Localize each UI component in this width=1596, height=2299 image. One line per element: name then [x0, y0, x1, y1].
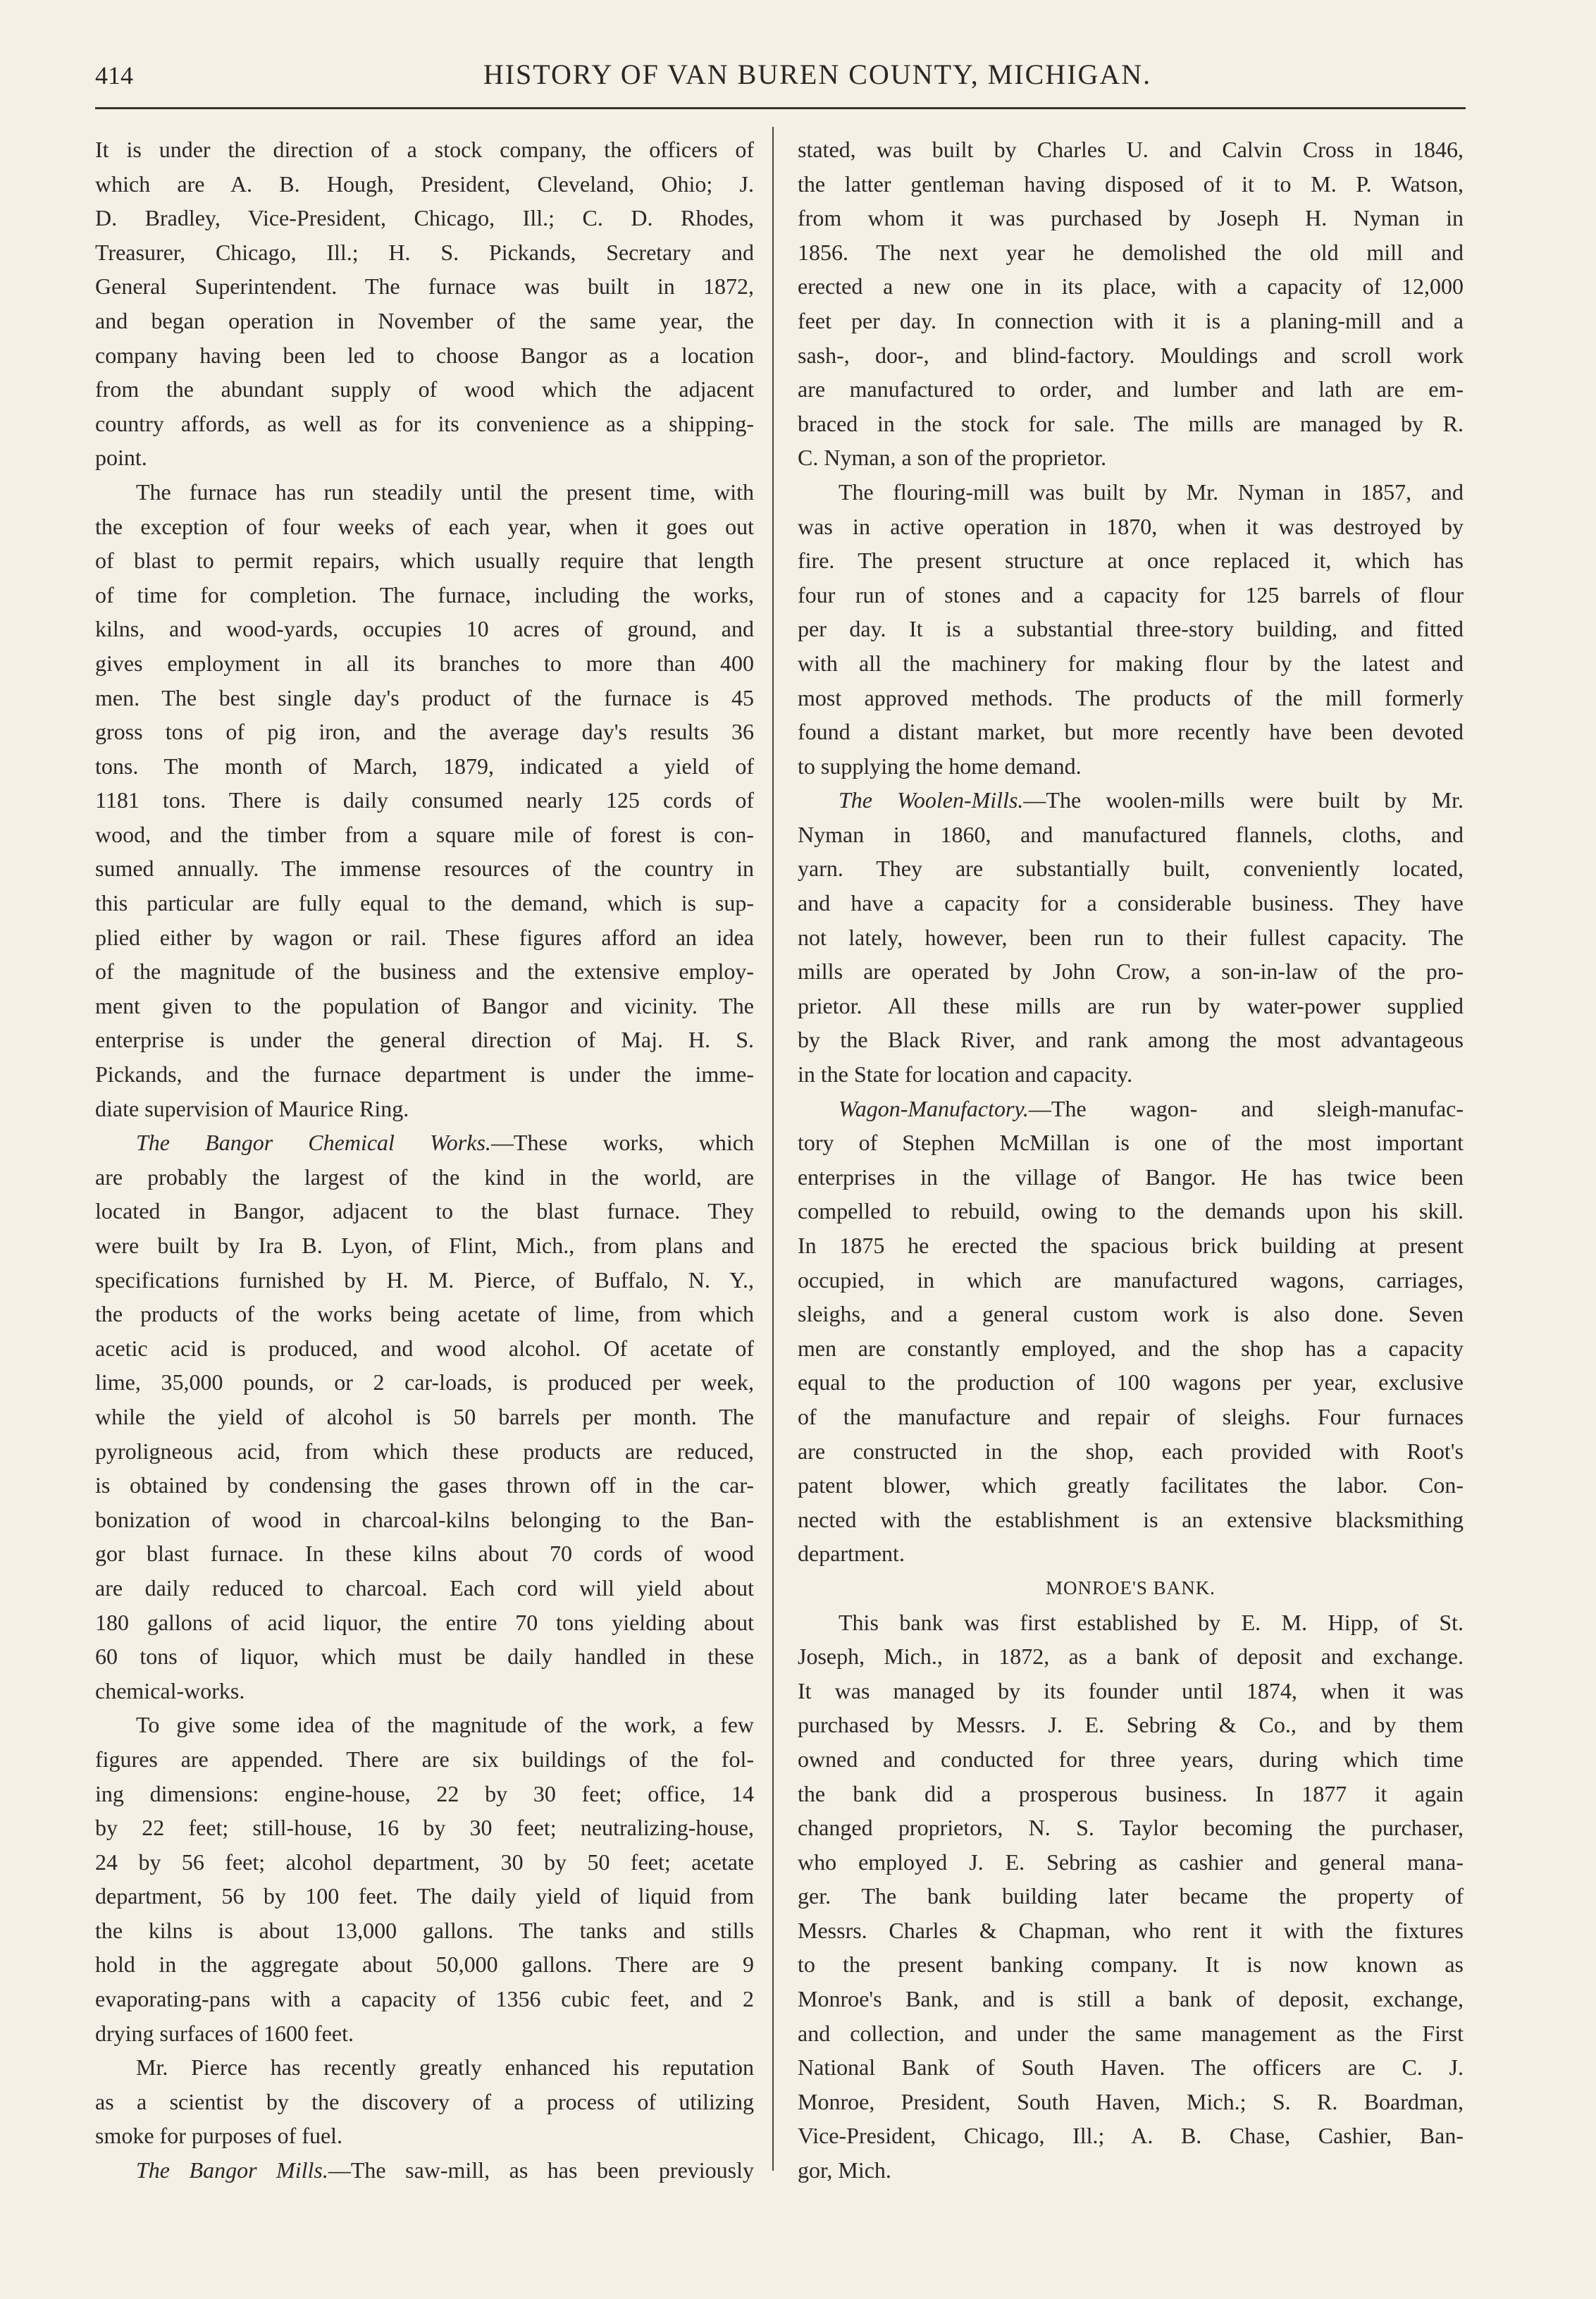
text-line [798, 1160, 1464, 1195]
text-line [95, 1503, 754, 1537]
paragraph [95, 1708, 754, 2050]
text-line [95, 1947, 754, 1982]
line-text: Monroe, President, South Haven, Mich.; S. R. Boardman, [798, 2088, 1464, 2114]
line-text: as a scientist by the discovery of a process of utilizing [95, 2088, 754, 2114]
text-line [798, 1536, 1464, 1571]
text-line [798, 1194, 1464, 1228]
text-line [95, 818, 754, 852]
text-line [798, 1947, 1464, 1982]
text-line [798, 1982, 1464, 2016]
line-text: —The woolen-mills were built by Mr. [1023, 787, 1464, 813]
line-text: is obtained by condensing the gases thrown off in the car- [95, 1472, 754, 1498]
text-line [798, 2050, 1464, 2085]
line-text: occupied, in which are manufactured wagons, carriages, [798, 1266, 1464, 1293]
text-line [95, 235, 754, 270]
text-line [95, 201, 754, 235]
line-text: are daily reduced to charcoal. Each cord will yield about [95, 1574, 754, 1601]
line-text: four run of stones and a capacity for 125 barrels of flour [798, 581, 1464, 608]
text-line [798, 920, 1464, 955]
text-line [798, 1228, 1464, 1263]
text-line [798, 1023, 1464, 1057]
text-line [95, 167, 754, 202]
line-text: Mr. Pierce has recently greatly enhanced his reputation [136, 2054, 754, 2081]
line-text: 1181 tons. There is daily consumed nearly 125 cords of [95, 787, 754, 813]
text-line [95, 1126, 754, 1160]
line-text: 1856. The next year he demolished the old mill and [798, 239, 1464, 265]
text-line [95, 1571, 754, 1605]
section-heading [798, 1571, 1464, 1605]
text-line [95, 1674, 754, 1708]
text-line [95, 1982, 754, 2016]
text-line [95, 2016, 754, 2051]
paragraph [798, 1605, 1464, 2188]
line-text: purchased by Messrs. J. E. Sebring & Co., and by them [798, 1712, 1464, 1738]
line-text: wood, and the timber from a square mile of forest is con- [95, 821, 754, 847]
column-divider [772, 127, 774, 2171]
line-text: stated, was built by Charles U. and Calvin Cross in 1846, [798, 137, 1464, 162]
text-line [95, 2153, 754, 2188]
line-text: 24 by 56 feet; alcohol department, 30 by 50 feet; acetate [95, 1849, 754, 1875]
text-line [95, 372, 754, 407]
line-text: prietor. All these mills are run by water-power supplied [798, 992, 1464, 1018]
text-line [798, 989, 1464, 1023]
text-line [798, 1057, 1464, 1092]
line-text: company having been led to choose Bangor as a location [95, 342, 754, 368]
line-text: yarn. They are substantially built, conveniently located, [798, 856, 1464, 882]
text-line [95, 612, 754, 646]
line-text: mills are operated by John Crow, a son-in-law of the pro- [798, 959, 1464, 985]
text-line [95, 1845, 754, 1880]
line-text: In 1875 he erected the spacious brick building at present [798, 1233, 1464, 1258]
text-line [95, 407, 754, 441]
line-text: tons. The month of March, 1879, indicated a yield of [95, 753, 754, 779]
text-line [798, 1845, 1464, 1880]
line-text: and collection, and under the same management as the First [798, 2020, 1464, 2046]
text-line [95, 1468, 754, 1503]
line-text: The furnace has run steadily until the present time, with [136, 479, 754, 505]
text-line [798, 510, 1464, 544]
line-text: equal to the production of 100 wagons per year, exclusive [798, 1369, 1464, 1395]
text-line [798, 1365, 1464, 1400]
paragraph [95, 475, 754, 1126]
line-text: and began operation in November of the same year, the [95, 307, 754, 333]
line-text: located in Bangor, adjacent to the blast furnace. They [95, 1198, 754, 1224]
line-text: kilns, and wood-yards, occupies 10 acres of ground, and [95, 616, 754, 642]
italic-lead: The Woolen-Mills. [839, 787, 1024, 813]
line-text: gor blast furnace. In these kilns about 70 cords of wood [95, 1541, 754, 1567]
line-text: It was managed by its founder until 1874, when it was [798, 1677, 1464, 1703]
line-text: by the Black River, and rank among the most advantageous [798, 1027, 1464, 1053]
line-text: National Bank of South Haven. The officers are C. J. [798, 2054, 1464, 2081]
line-text: evaporating-pans with a capacity of 1356 cubic feet, and 2 [95, 1986, 754, 2012]
paragraph [798, 475, 1464, 783]
line-text: lime, 35,000 pounds, or 2 car-loads, is produced per week, [95, 1369, 754, 1395]
line-text: C. Nyman, a son of the proprietor. [798, 445, 1107, 471]
text-line [798, 201, 1464, 235]
text-line [798, 1503, 1464, 1537]
text-line [95, 510, 754, 544]
text-line [95, 1331, 754, 1366]
page-number: 414 [95, 61, 133, 90]
text-line [95, 578, 754, 612]
line-text: are probably the largest of the kind in the world, are [95, 1164, 754, 1190]
line-text: chemical-works. [95, 1677, 245, 1703]
italic-lead: The Bangor Chemical Works. [136, 1130, 491, 1156]
text-line [95, 681, 754, 715]
text-line [798, 407, 1464, 441]
line-text: tory of Stephen McMillan is one of the most important [798, 1130, 1464, 1156]
text-line [95, 440, 754, 475]
text-line [798, 2119, 1464, 2153]
line-text: from whom it was purchased by Joseph H. Nyman in [798, 205, 1464, 231]
text-line [798, 646, 1464, 681]
text-line [798, 372, 1464, 407]
text-line [798, 818, 1464, 852]
text-line [798, 783, 1464, 818]
line-text: 60 tons of liquor, which must be daily handled in these [95, 1644, 754, 1670]
line-text: of the manufacture and repair of sleighs. Four furnaces [798, 1403, 1464, 1429]
text-line [798, 1297, 1464, 1331]
text-line [798, 749, 1464, 784]
line-text: ger. The bank building later became the property of [798, 1883, 1464, 1909]
line-text: country affords, as well as for its convenience as a shipping- [95, 410, 754, 436]
line-text: by 22 feet; still-house, 16 by 30 feet; neutralizing-house, [95, 1815, 754, 1841]
text-line [95, 1263, 754, 1298]
line-text: are constructed in the shop, each provided with Root's [798, 1438, 1464, 1464]
text-line [95, 1160, 754, 1195]
line-text: sumed annually. The immense resources of the country in [95, 856, 754, 882]
text-line [95, 1742, 754, 1777]
paragraph [95, 132, 754, 475]
line-text: not lately, however, been run to their fullest capacity. The [798, 924, 1464, 950]
paragraph [798, 1092, 1464, 1571]
line-text: This bank was first established by E. M. Hipp, of St. [839, 1609, 1464, 1635]
text-line [95, 783, 754, 818]
text-line [798, 612, 1464, 646]
line-text: and have a capacity for a considerable business. They have [798, 890, 1464, 916]
line-text: compelled to rebuild, owing to the demands upon his skill. [798, 1198, 1464, 1224]
line-text: D. Bradley, Vice-President, Chicago, Ill.; C. D. Rhodes, [95, 205, 754, 231]
text-line [95, 1811, 754, 1845]
line-text: enterprise is under the general direction of Maj. H. S. [95, 1027, 754, 1053]
text-line [95, 543, 754, 578]
line-text: most approved methods. The products of the mill formerly [798, 684, 1464, 710]
text-line [95, 269, 754, 304]
text-line [798, 1879, 1464, 1913]
line-text: the kilns is about 13,000 gallons. The tanks and stills [95, 1917, 754, 1943]
text-line [798, 1468, 1464, 1503]
line-text: To give some idea of the magnitude of the work, a few [136, 1712, 754, 1738]
text-line [95, 1434, 754, 1469]
line-text: General Superintendent. The furnace was built in 1872, [95, 273, 754, 300]
text-line [95, 1879, 754, 1913]
text-line [798, 2085, 1464, 2119]
text-line [798, 1126, 1464, 1160]
text-line [798, 1674, 1464, 1708]
line-text: figures are appended. There are six buildings of the fol- [95, 1746, 754, 1772]
text-line [95, 1228, 754, 1263]
text-line [798, 132, 1464, 167]
line-text: the bank did a prosperous business. In 1877 it again [798, 1780, 1464, 1806]
paragraph [798, 783, 1464, 1091]
line-text: gives employment in all its branches to more than 400 [95, 650, 754, 676]
italic-lead: The Bangor Mills. [136, 2157, 328, 2183]
line-text: MONROE'S BANK. [1046, 1577, 1215, 1598]
line-text: Vice-President, Chicago, Ill.; A. B. Chase, Cashier, Ban- [798, 2123, 1464, 2149]
running-header: HISTORY OF VAN BUREN COUNTY, MICHIGAN. [483, 58, 1152, 90]
line-text: feet per day. In connection with it is a planing-mill and a [798, 307, 1464, 333]
line-text: —The saw-mill, as has been previously [328, 2157, 754, 2183]
text-line [798, 1571, 1464, 1605]
line-text: per day. It is a substantial three-story building, and fitted [798, 616, 1464, 642]
header-rule [95, 107, 1466, 109]
text-line [95, 1023, 754, 1057]
line-text: enterprises in the village of Bangor. He has twice been [798, 1164, 1464, 1190]
line-text: men. The best single day's product of the furnace is 45 [95, 684, 754, 710]
line-text: plied either by wagon or rail. These figures afford an idea [95, 924, 754, 950]
line-text: owned and conducted for three years, during which time [798, 1746, 1464, 1772]
text-line [95, 954, 754, 989]
text-line [95, 304, 754, 338]
text-line [95, 646, 754, 681]
line-text: bonization of wood in charcoal-kilns belonging to the Ban- [95, 1506, 754, 1532]
text-line [95, 1057, 754, 1092]
text-line [798, 1092, 1464, 1126]
text-line [798, 167, 1464, 202]
line-text: who employed J. E. Sebring as cashier and general mana- [798, 1849, 1464, 1875]
line-text: while the yield of alcohol is 50 barrels per month. The [95, 1403, 754, 1429]
text-line [798, 440, 1464, 475]
text-line [95, 2119, 754, 2153]
text-line [95, 715, 754, 749]
line-text: patent blower, which greatly facilitates the labor. Con- [798, 1472, 1464, 1498]
text-line [95, 475, 754, 510]
line-text: men are constantly employed, and the shop has a capacity [798, 1335, 1464, 1361]
text-line [95, 920, 754, 955]
line-text: from the abundant supply of wood which the adjacent [95, 376, 754, 402]
line-text: —These works, which [490, 1130, 754, 1156]
line-text: drying surfaces of 1600 feet. [95, 2020, 354, 2046]
paragraph [798, 132, 1464, 475]
text-line [95, 1365, 754, 1400]
line-text: 180 gallons of acid liquor, the entire 70 tons yielding about [95, 1609, 754, 1635]
text-line [798, 235, 1464, 270]
line-text: diate supervision of Maurice Ring. [95, 1095, 409, 1121]
text-line [95, 1194, 754, 1228]
text-line [798, 578, 1464, 612]
text-line [798, 1434, 1464, 1469]
line-text: nected with the establishment is an extensive blacksmithing [798, 1506, 1464, 1532]
line-text: acetic acid is produced, and wood alcohol. Of acetate of [95, 1335, 754, 1361]
text-line [798, 1777, 1464, 1811]
line-text: sleighs, and a general custom work is also done. Seven [798, 1301, 1464, 1327]
line-text: The flouring-mill was built by Mr. Nyman in 1857, and [839, 479, 1464, 505]
line-text: point. [95, 445, 147, 471]
text-line [95, 989, 754, 1023]
paragraph [95, 2153, 754, 2188]
text-line [95, 132, 754, 167]
text-line [95, 1708, 754, 1742]
line-text: found a distant market, but more recently have been devoted [798, 719, 1464, 745]
text-line [95, 886, 754, 920]
line-text: hold in the aggregate about 50,000 gallons. There are 9 [95, 1952, 754, 1978]
text-line [798, 1913, 1464, 1948]
line-text: ing dimensions: engine-house, 22 by 30 feet; office, 14 [95, 1780, 754, 1806]
line-text: this particular are fully equal to the demand, which is sup- [95, 890, 754, 916]
text-line [798, 1742, 1464, 1777]
line-text: Messrs. Charles & Chapman, who rent it with the fixtures [798, 1917, 1464, 1943]
line-text: of blast to permit repairs, which usually require that length [95, 548, 754, 574]
line-text: —The wagon- and sleigh-manufac- [1028, 1095, 1464, 1121]
line-text: was in active operation in 1870, when it was destroyed by [798, 513, 1464, 539]
text-line [798, 543, 1464, 578]
text-line [798, 886, 1464, 920]
line-text: smoke for purposes of fuel. [95, 2123, 343, 2149]
line-text: Treasurer, Chicago, Ill.; H. S. Pickands, Secretary and [95, 239, 754, 265]
text-line [95, 1605, 754, 1640]
text-line [95, 2085, 754, 2119]
line-text: the latter gentleman having disposed of it to M. P. Watson, [798, 171, 1464, 197]
line-text: erected a new one in its place, with a capacity of 12,000 [798, 273, 1464, 300]
left-column [95, 132, 754, 2188]
line-text: department. [798, 1541, 905, 1567]
line-text: ment given to the population of Bangor and vicinity. The [95, 992, 754, 1018]
line-text: changed proprietors, N. S. Taylor becoming the purchaser, [798, 1815, 1464, 1841]
line-text: to supplying the home demand. [798, 753, 1082, 779]
text-line [798, 681, 1464, 715]
text-line [95, 1777, 754, 1811]
text-line [95, 338, 754, 373]
line-text: fire. The present structure at once replaced it, which has [798, 548, 1464, 574]
text-line [798, 2153, 1464, 2188]
line-text: the products of the works being acetate of lime, from which [95, 1301, 754, 1327]
text-line [798, 1811, 1464, 1845]
line-text: pyroligneous acid, from which these products are reduced, [95, 1438, 754, 1464]
text-line [95, 1913, 754, 1948]
line-text: were built by Ira B. Lyon, of Flint, Mich., from plans and [95, 1233, 754, 1258]
text-line [95, 2050, 754, 2085]
line-text: the exception of four weeks of each year, when it goes out [95, 513, 754, 539]
text-line [95, 851, 754, 886]
line-text: of the magnitude of the business and the extensive employ- [95, 959, 754, 985]
text-line [798, 304, 1464, 338]
line-text: Pickands, and the furnace department is under the imme- [95, 1061, 754, 1087]
line-text: of time for completion. The furnace, including the works, [95, 581, 754, 608]
line-text: are manufactured to order, and lumber and lath are em- [798, 376, 1464, 402]
text-line [798, 1331, 1464, 1366]
line-text: to the present banking company. It is now known as [798, 1952, 1464, 1978]
text-line [798, 1263, 1464, 1298]
paragraph [95, 2050, 754, 2153]
text-line [798, 851, 1464, 886]
text-line [798, 1605, 1464, 1640]
text-line [798, 338, 1464, 373]
text-line [95, 1536, 754, 1571]
italic-lead: Wagon-Manufactory. [839, 1095, 1029, 1121]
line-text: Joseph, Mich., in 1872, as a bank of deposit and exchange. [798, 1644, 1464, 1670]
text-line [798, 269, 1464, 304]
right-column [798, 132, 1464, 2188]
line-text: It is under the direction of a stock company, the officers of [95, 137, 754, 162]
text-line [798, 1639, 1464, 1674]
line-text: department, 56 by 100 feet. The daily yield of liquid from [95, 1883, 754, 1909]
line-text: which are A. B. Hough, President, Cleveland, Ohio; J. [95, 171, 754, 197]
text-line [798, 715, 1464, 749]
line-text: braced in the stock for sale. The mills are managed by R. [798, 410, 1464, 436]
text-line [798, 954, 1464, 989]
line-text: gross tons of pig iron, and the average day's results 36 [95, 719, 754, 745]
line-text: specifications furnished by H. M. Pierce, of Buffalo, N. Y., [95, 1266, 754, 1293]
text-line [798, 2016, 1464, 2051]
line-text: in the State for location and capacity. [798, 1061, 1133, 1087]
line-text: sash-, door-, and blind-factory. Mouldings and scroll work [798, 342, 1464, 368]
text-line [95, 749, 754, 784]
text-line [798, 1708, 1464, 1742]
line-text: with all the machinery for making flour by the latest and [798, 650, 1464, 676]
line-text: Nyman in 1860, and manufactured flannels, cloths, and [798, 821, 1464, 847]
text-line [798, 475, 1464, 510]
line-text: gor, Mich. [798, 2157, 891, 2183]
text-line [95, 1092, 754, 1126]
line-text: Monroe's Bank, and is still a bank of deposit, exchange, [798, 1986, 1464, 2012]
text-line [95, 1639, 754, 1674]
text-line [95, 1297, 754, 1331]
paragraph [95, 1126, 754, 1708]
text-line [95, 1400, 754, 1434]
text-line [798, 1400, 1464, 1434]
